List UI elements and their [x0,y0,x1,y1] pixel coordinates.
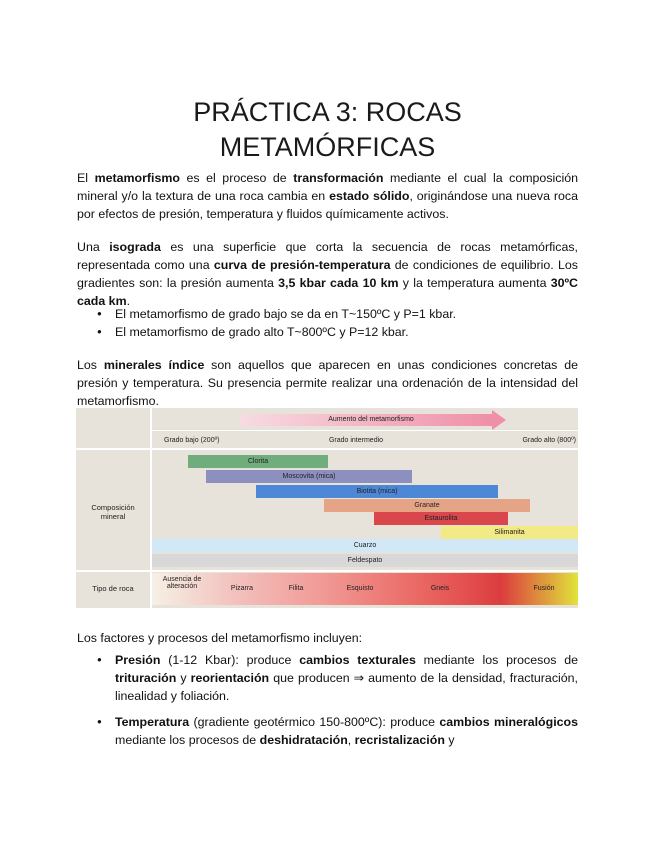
arrow-head-icon [492,410,506,430]
mineral-bar-cuarzo: Cuarzo [152,539,578,552]
rock-label: Pizarra [230,585,254,592]
list-item: ● El metamorfismo de grado bajo se da en T~150ºC y P=1 kbar. [77,305,578,323]
rock-label: Fusión [533,585,555,592]
paragraph-factores: Los factores y procesos del metamorfismo incluyen: [77,631,363,645]
row-divider [76,448,578,450]
list-item: ● El metamorfismo de grado alto T~800ºC y P=12 kbar. [77,323,578,341]
grade-low-label: Grado bajo (200º) [164,437,220,444]
metamorphism-diagram [76,408,578,608]
rock-label: Gneis [430,585,450,592]
mineral-bar-biotita: Biotita (mica) [256,485,498,498]
mineral-bar-silimanita: Silimanita [441,526,578,539]
paragraph-metamorfismo: El metamorfismo es el proceso de transformación mediante el cual la composición mineral y/o la textura de una roca cambia en estado sólido, originándose una nueva roca por efectos de presión, temperatura y fluidos químicamente activos. [77,171,579,221]
arrow-label: Aumento del metamorfismo [328,416,414,423]
rock-label: Esquisto [346,585,374,592]
rock-label: Filita [288,585,304,592]
mineral-bar-granate: Granate [324,499,530,512]
list-item-presion: ● Presión (1-12 Kbar): produce cambios texturales mediante los procesos de trituración y reorientación que producen ⇒ aumento de la densidad, fracturación, linealidad y foliación. [77,651,578,705]
paragraph-isograda: Una isograda es una superficie que corta la secuencia de rocas metamórficas, representada como una curva de presión-temperatura de condiciones de equilibrio. Los gradientes son: la presión aumenta 3,5 kbar cada 10 km y la temperatura aumenta 30ºC cada km. [77,240,578,308]
grade-mid-label: Grado intermedio [328,437,384,444]
factors-list [77,651,578,757]
composition-section-label: Composición mineral [91,503,135,521]
rock-type-label: Tipo de roca [92,584,134,593]
mineral-bar-estaurolita: Estaurolita [374,512,508,525]
list-item-temperatura: ● Temperatura (gradiente geotérmico 150-800ºC): produce cambios mineralógicos mediante los procesos de deshidratación, recristalización y [77,713,578,749]
mineral-bar-feldespato: Feldespato [152,554,578,567]
page-title-line1: PRÁCTICA 3: ROCAS [193,97,462,127]
row-divider [152,430,578,431]
grade-high-label: Grado alto (800º) [522,437,576,444]
row-divider [76,570,578,572]
page-title-line2: METAMÓRFICAS [219,132,436,162]
grade-list [77,305,578,341]
mineral-bar-clorita: Clorita [188,455,328,468]
rock-label: Ausencia de alteración [162,576,202,590]
mineral-bar-moscovita: Moscovita (mica) [206,470,412,483]
paragraph-minerales-indice: Los minerales índice son aquellos que aparecen en unas condiciones concretas de presión y temperatura. Su presencia permite realizar una ordenación de la intensidad del metamorfismo. [77,358,578,408]
